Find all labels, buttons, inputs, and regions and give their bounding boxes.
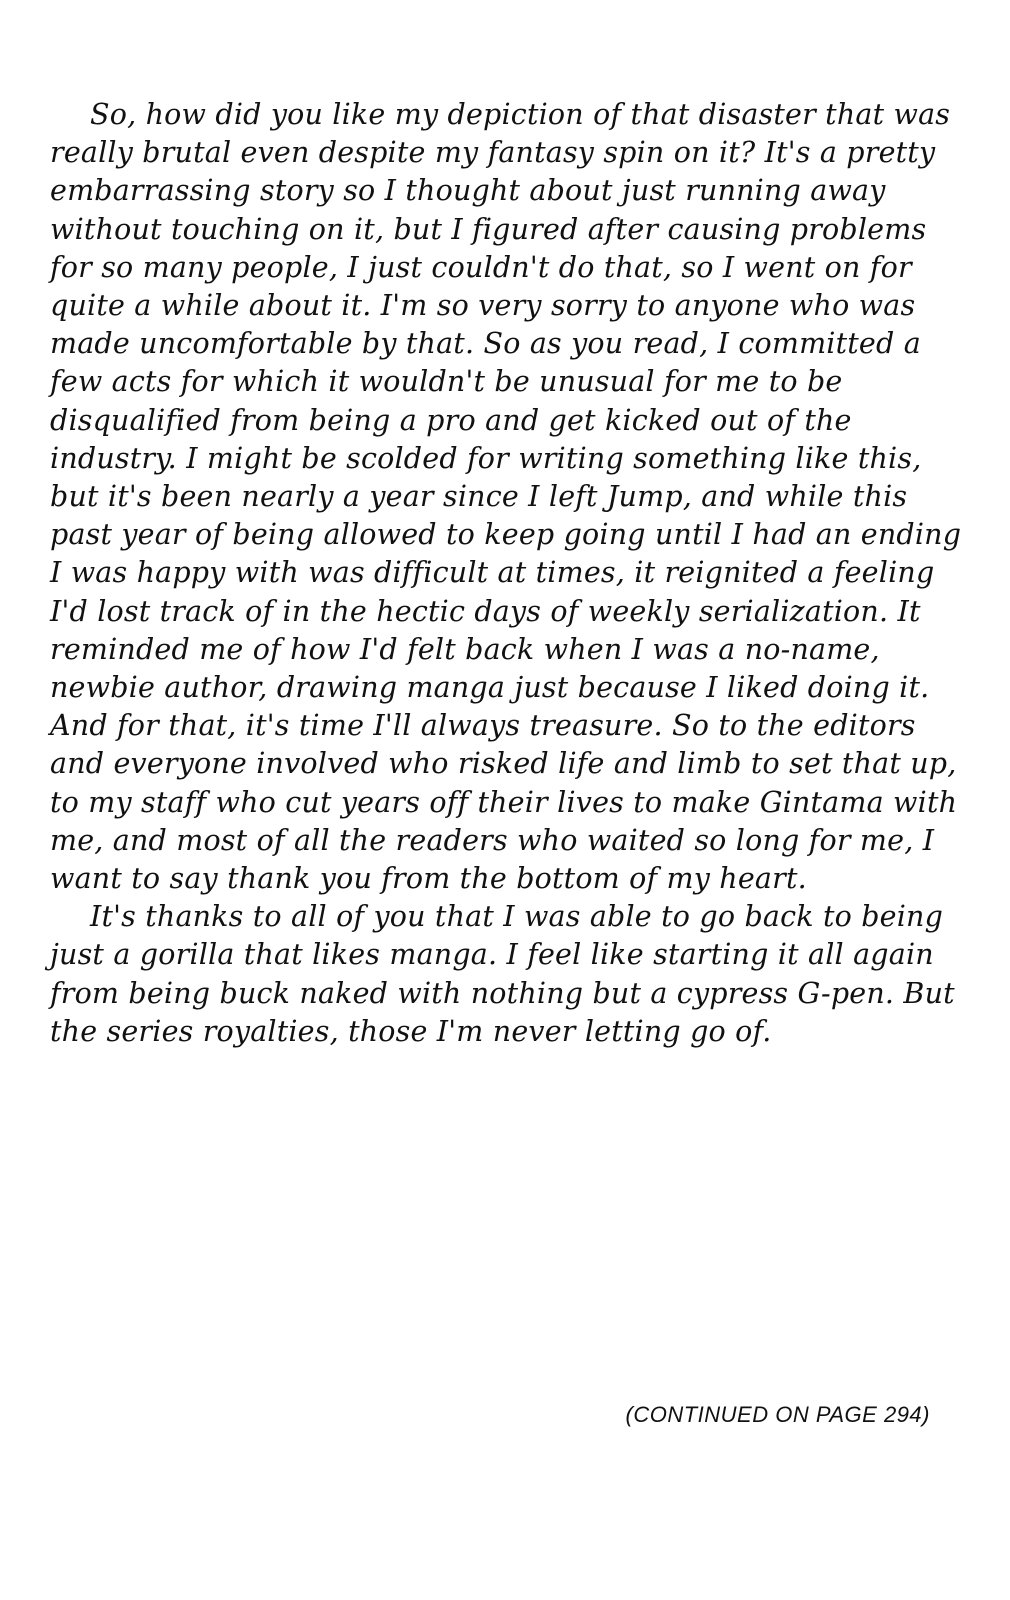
continued-note: (CONTINUED ON PAGE 294): [625, 1402, 930, 1427]
afterword-text: [50, 96, 962, 1051]
afterword-paragraph-2: It's thanks to all of you that I was able to go back to being just a gorilla that likes manga. I feel like starting it all again from being buck naked with nothing but a cypress G-pen. But the series royalties, those I'm never letting go of.: [50, 900, 955, 1048]
afterword-paragraph-1: So, how did you like my depiction of that disaster that was really brutal even despite my fantasy spin on it? It's a pretty embarrassing story so I thought about just running away without touching on it, but I figured after causing problems for so many people, I just couldn't do that, so I went on for quite a while about it. I'm so very sorry to anyone who was made uncomfortable by that. So as you read, I committed a few acts for which it wouldn't be unusual for me to be disqualified from being a pro and get kicked out of the industry. I might be scolded for writing something like this, but it's been nearly a year since I left Jump, and while this past year of being allowed to keep going until I had an ending I was happy with was difficult at times, it reignited a feeling I'd lost track of in the hectic days of weekly serialization. It reminded me of how I'd felt back when I was a no-name, newbie author, drawing manga just because I liked doing it. And for that, it's time I'll always treasure. So to the editors and everyone involved who risked life and limb to set that up, to my staff who cut years off their lives to make Gintama with me, and most of all the readers who waited so long for me, I want to say thank you from the bottom of my heart.: [50, 98, 962, 896]
